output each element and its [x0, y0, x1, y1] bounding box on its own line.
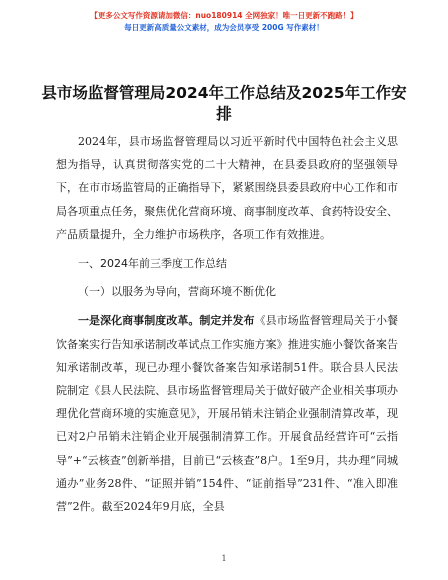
paragraph-text: 《县市场监督管理局关于小餐饮备案实行告知承诺制改革试点工作实施方案》推进实施小餐饮备案告知承诺制改革，现已办理小餐饮备案告知承诺制51件。联合县人民法院制定《县人民法院、县市场监督管理局关于做好破产企业相关事项办理优化营商环境的实施意见》，开展吊销未注销企业强制清算改革，现已对2户吊销未注销企业开展强制清算工作。开展食品经营许可“云指导”+“云核查”创新举措，目前已“云核查”8户。1至9月，共办理“同城通办”业务28件、“证照并销”154件、“证前指导”231件、“准入即准营”2件。截至2024年9月底，全县: [56, 314, 399, 514]
document-body: [56, 130, 398, 518]
intro-paragraph: 2024年，县市场监督管理局以习近平新时代中国特色社会主义思想为指导，认真贯彻落实党的二十大精神，在县委县政府的坚强领导下，在市市场监管局的正确指导下，紧紧围绕县委县政府中心工作和市局各项重点任务，聚焦优化营商环境、商事制度改革、食药特设安全、产品质量提升，全力维护市场秩序，各项工作有效推进。: [56, 135, 398, 241]
section-heading: 一、2024年前三季度工作总结: [78, 257, 227, 271]
promo-banner-line-2: 每日更新高质量公文素材，成为会员享受 200G 写作素材！: [124, 23, 324, 32]
subsection-heading: （一）以服务为导向，营商环境不断优化: [78, 285, 276, 299]
promo-banner: [0, 10, 448, 34]
promo-banner-line-1: 【更多公文写作资源请加微信：nuo180914 全网独家！唯一日更新不跑路！】: [90, 11, 358, 20]
page-number: 1: [221, 554, 227, 563]
body-paragraph: [56, 309, 398, 518]
paragraph-lead: 一是深化商事制度改革。制定并发布: [78, 314, 255, 328]
document-title: 县市场监督管理局2024年工作总结及2025年工作安排: [41, 84, 407, 123]
